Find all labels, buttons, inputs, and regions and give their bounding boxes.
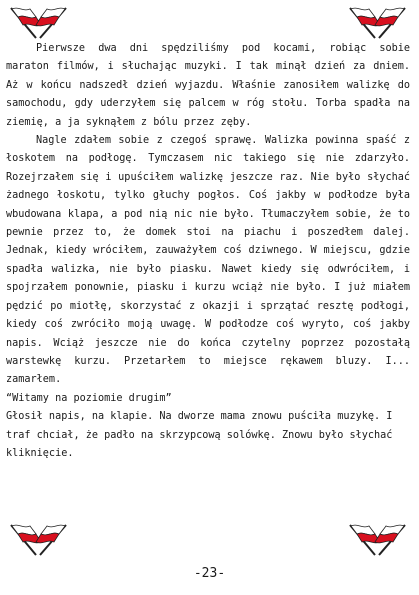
paragraph: Głosił napis, na klapie. Na dworze mama znowu puściła muzykę. I traf chciał, że padło na skrzypcową solówkę. Znowu było słychać kliknięcie. [6,411,393,459]
page-number: -23- [193,566,226,581]
polish-flags-icon [6,4,72,40]
story-text [6,40,410,463]
polish-flags-icon [345,4,411,40]
paragraph: Nagle zdałem sobie z czegoś sprawę. Walizka powinna spaść z łoskotem na podłogę. Tymczasem nic takiego się nie zdarzyło. Rozejrzałem się i upuściłem walizkę jeszcze raz. Nie było słychać żadnego łoskotu, tylko głuchy pogłos. Coś jakby w podłodze była wbudowana klapa, a pod nią nic nie było. Tłumaczyłem sobie, że to pewnie przez to, że domek stoi na piachu i poszedłem dalej. Jednak, kiedy wróciłem, zauważyłem coś dziwnego. W miejscu, gdzie spadła walizka, nie było piasku. Nawet kiedy się odwróciłem, i spojrzałem ponownie, piasku i kurzu wciąż nie było. I już miałem pędzić po miotłę, skorzystać z okazji i sprzątać resztę podłogi, kiedy coś zwróciło moją uwagę. W podłodze coś wyryto, coś jakby napis. Wciąż jeszcze nie do końca czytelny poprzez pozostałą warstewkę kurzu. Przetarłem to miejsce rękawem bluzy. I... zamarłem. [6,135,410,386]
polish-flags-icon [6,521,72,557]
paragraph: Pierwsze dwa dni spędziliśmy pod kocami, robiąc sobie maraton filmów, i słuchając muzyki. I tak minął dzień za dniem. Aż w końcu nadszedł dzień wyjazdu. Właśnie zanosiłem walizkę do samochodu, gdy uderzyłem się palcem w róg stołu. Torba spadła na ziemię, a ja syknąłem z bólu przez zęby. [6,43,410,128]
quoted-inscription: “Witamy na poziomie drugim” [6,392,172,404]
polish-flags-icon [345,521,411,557]
